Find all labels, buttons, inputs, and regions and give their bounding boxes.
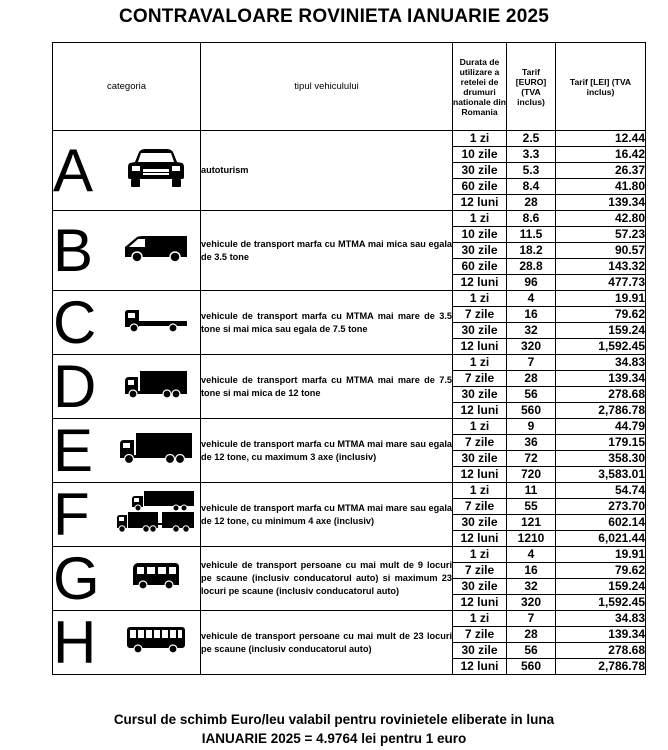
tariff-eur-cell: 28 <box>507 627 556 643</box>
tariff-lei-cell: 34.83 <box>556 611 646 627</box>
page-title: CONTRAVALOARE ROVINIETA IANUARIE 2025 <box>118 6 550 27</box>
duration-cell: 7 zile <box>453 435 507 451</box>
tariff-eur-cell: 32 <box>507 579 556 595</box>
tariff-eur-cell: 55 <box>507 499 556 515</box>
duration-cell: 7 zile <box>453 627 507 643</box>
tariff-lei-cell: 54.74 <box>556 483 646 499</box>
tariff-eur-cell: 56 <box>507 387 556 403</box>
category-letter: C <box>53 291 113 355</box>
tariff-lei-cell: 90.57 <box>556 243 646 259</box>
table-row <box>53 419 646 435</box>
tariff-lei-cell: 41.80 <box>556 179 646 195</box>
tariff-lei-cell: 1,592.45 <box>556 339 646 355</box>
header-category: categoria <box>53 43 201 131</box>
tariff-lei-cell: 3,583.01 <box>556 467 646 483</box>
tariff-lei-cell: 12.44 <box>556 131 646 147</box>
table-row <box>53 611 646 627</box>
tariff-eur-cell: 1210 <box>507 531 556 547</box>
header-vehicle-type: tipul vehiculului <box>201 43 453 131</box>
tariff-eur-cell: 4 <box>507 547 556 563</box>
header-tariff-eur: Tarif [EURO] (TVA inclus) <box>507 43 556 131</box>
tariff-eur-cell: 8.6 <box>507 211 556 227</box>
vehicle-description: vehicule de transport marfa cu MTMA mai mare sau egala de 12 tone, cu minimum 4 axe (inclusiv) <box>201 483 453 547</box>
duration-cell: 7 zile <box>453 563 507 579</box>
tariff-eur-cell: 16 <box>507 307 556 323</box>
tariff-eur-cell: 8.4 <box>507 179 556 195</box>
duration-cell: 30 zile <box>453 643 507 659</box>
tariff-lei-cell: 278.68 <box>556 643 646 659</box>
duration-cell: 60 zile <box>453 259 507 275</box>
duration-cell: 1 zi <box>453 483 507 499</box>
tariff-eur-cell: 18.2 <box>507 243 556 259</box>
tariff-eur-cell: 96 <box>507 275 556 291</box>
table-row <box>53 291 646 307</box>
vehicle-description: vehicule de transport marfa cu MTMA mai mare de 7.5 tone si mai mica de 12 tone <box>201 355 453 419</box>
duration-cell: 12 luni <box>453 403 507 419</box>
tariff-eur-cell: 72 <box>507 451 556 467</box>
tariff-lei-cell: 139.34 <box>556 195 646 211</box>
category-letter: F <box>53 483 113 547</box>
exchange-rate-line-2: IANUARIE 2025 = 4.9764 lei pentru 1 euro <box>201 731 467 746</box>
tariff-lei-cell: 602.14 <box>556 515 646 531</box>
vehicle-description: vehicule de transport marfa cu MTMA mai mare de 3.5 tone si mai mica sau egala de 7.5 tone <box>201 291 453 355</box>
table-row <box>53 211 646 227</box>
exchange-rate-line-1: Cursul de schimb Euro/leu valabil pentru rovinietele eliberate in luna <box>113 712 555 727</box>
table-row <box>53 355 646 371</box>
duration-cell: 12 luni <box>453 195 507 211</box>
tariff-eur-cell: 28.8 <box>507 259 556 275</box>
tariff-lei-cell: 42.80 <box>556 211 646 227</box>
duration-cell: 7 zile <box>453 371 507 387</box>
tariff-eur-cell: 2.5 <box>507 131 556 147</box>
tariff-lei-cell: 2,786.78 <box>556 659 646 675</box>
minibus-icon <box>113 547 201 611</box>
tariff-eur-cell: 4 <box>507 291 556 307</box>
tariff-lei-cell: 57.23 <box>556 227 646 243</box>
vehicle-description: autoturism <box>201 131 453 211</box>
tariff-lei-cell: 179.15 <box>556 435 646 451</box>
tariff-eur-cell: 320 <box>507 595 556 611</box>
tariff-eur-cell: 56 <box>507 643 556 659</box>
tariff-lei-cell: 139.34 <box>556 627 646 643</box>
duration-cell: 7 zile <box>453 307 507 323</box>
vehicle-description: vehicule de transport persoane cu mai mult de 9 locuri pe scaune (inclusiv conducatorul auto) si maximum 23 locuri pe scaune (inclusiv conducatorul auto) <box>201 547 453 611</box>
tariff-table <box>52 42 646 675</box>
duration-cell: 30 zile <box>453 243 507 259</box>
duration-cell: 12 luni <box>453 659 507 675</box>
duration-cell: 30 zile <box>453 515 507 531</box>
tariff-eur-cell: 720 <box>507 467 556 483</box>
bus-icon <box>113 611 201 675</box>
duration-cell: 30 zile <box>453 323 507 339</box>
duration-cell: 10 zile <box>453 227 507 243</box>
tariff-eur-cell: 9 <box>507 419 556 435</box>
duration-cell: 1 zi <box>453 291 507 307</box>
tariff-lei-cell: 358.30 <box>556 451 646 467</box>
duration-cell: 1 zi <box>453 211 507 227</box>
vehicle-description: vehicule de transport persoane cu mai mult de 23 locuri pe scaune (inclusiv conducatorul auto) <box>201 611 453 675</box>
category-letter: E <box>53 419 113 483</box>
tariff-lei-cell: 44.79 <box>556 419 646 435</box>
duration-cell: 12 luni <box>453 467 507 483</box>
duration-cell: 30 zile <box>453 579 507 595</box>
tariff-lei-cell: 16.42 <box>556 147 646 163</box>
duration-cell: 30 zile <box>453 451 507 467</box>
tariff-lei-cell: 19.91 <box>556 547 646 563</box>
table-row <box>53 483 646 499</box>
tariff-lei-cell: 6,021.44 <box>556 531 646 547</box>
category-letter: A <box>53 131 113 211</box>
tariff-lei-cell: 26.37 <box>556 163 646 179</box>
tariff-eur-cell: 36 <box>507 435 556 451</box>
tariff-lei-cell: 159.24 <box>556 323 646 339</box>
tariff-eur-cell: 560 <box>507 403 556 419</box>
tariff-eur-cell: 16 <box>507 563 556 579</box>
category-letter: H <box>53 611 113 675</box>
duration-cell: 12 luni <box>453 275 507 291</box>
car-icon <box>113 131 201 211</box>
tariff-lei-cell: 2,786.78 <box>556 403 646 419</box>
table-row <box>53 131 646 147</box>
duration-cell: 12 luni <box>453 595 507 611</box>
tariff-lei-cell: 143.32 <box>556 259 646 275</box>
vehicle-description: vehicule de transport marfa cu MTMA mai mica sau egala de 3.5 tone <box>201 211 453 291</box>
duration-cell: 60 zile <box>453 179 507 195</box>
tariff-lei-cell: 19.91 <box>556 291 646 307</box>
tariff-lei-cell: 139.34 <box>556 371 646 387</box>
tariff-eur-cell: 32 <box>507 323 556 339</box>
duration-cell: 1 zi <box>453 355 507 371</box>
truck-trailer-icon <box>113 483 201 547</box>
tariff-eur-cell: 11.5 <box>507 227 556 243</box>
tariff-lei-cell: 273.70 <box>556 499 646 515</box>
tariff-lei-cell: 159.24 <box>556 579 646 595</box>
truck-3-axle-icon <box>113 419 201 483</box>
header-tariff-lei: Tarif [LEI] (TVA inclus) <box>556 43 646 131</box>
category-letter: B <box>53 211 113 291</box>
tariff-lei-cell: 1,592.45 <box>556 595 646 611</box>
duration-cell: 1 zi <box>453 611 507 627</box>
box-truck-icon <box>113 355 201 419</box>
category-letter: D <box>53 355 113 419</box>
vehicle-description: vehicule de transport marfa cu MTMA mai mare sau egala de 12 tone, cu maximum 3 axe (inclusiv) <box>201 419 453 483</box>
tariff-eur-cell: 7 <box>507 355 556 371</box>
tariff-eur-cell: 3.3 <box>507 147 556 163</box>
table-row <box>53 547 646 563</box>
tariff-eur-cell: 5.3 <box>507 163 556 179</box>
tariff-eur-cell: 320 <box>507 339 556 355</box>
tariff-eur-cell: 121 <box>507 515 556 531</box>
exchange-rate-note <box>0 710 668 748</box>
duration-cell: 12 luni <box>453 339 507 355</box>
duration-cell: 1 zi <box>453 547 507 563</box>
category-letter: G <box>53 547 113 611</box>
duration-cell: 30 zile <box>453 387 507 403</box>
duration-cell: 10 zile <box>453 147 507 163</box>
flatbed-truck-icon <box>113 291 201 355</box>
duration-cell: 30 zile <box>453 163 507 179</box>
duration-cell: 1 zi <box>453 131 507 147</box>
duration-cell: 1 zi <box>453 419 507 435</box>
tariff-eur-cell: 11 <box>507 483 556 499</box>
van-icon <box>113 211 201 291</box>
tariff-lei-cell: 79.62 <box>556 307 646 323</box>
tariff-eur-cell: 7 <box>507 611 556 627</box>
tariff-eur-cell: 560 <box>507 659 556 675</box>
duration-cell: 7 zile <box>453 499 507 515</box>
duration-cell: 12 luni <box>453 531 507 547</box>
tariff-lei-cell: 34.83 <box>556 355 646 371</box>
tariff-eur-cell: 28 <box>507 371 556 387</box>
tariff-lei-cell: 278.68 <box>556 387 646 403</box>
header-duration: Durata de utilizare a retelei de drumuri nationale din Romania <box>453 43 507 131</box>
tariff-lei-cell: 79.62 <box>556 563 646 579</box>
tariff-lei-cell: 477.73 <box>556 275 646 291</box>
tariff-eur-cell: 28 <box>507 195 556 211</box>
